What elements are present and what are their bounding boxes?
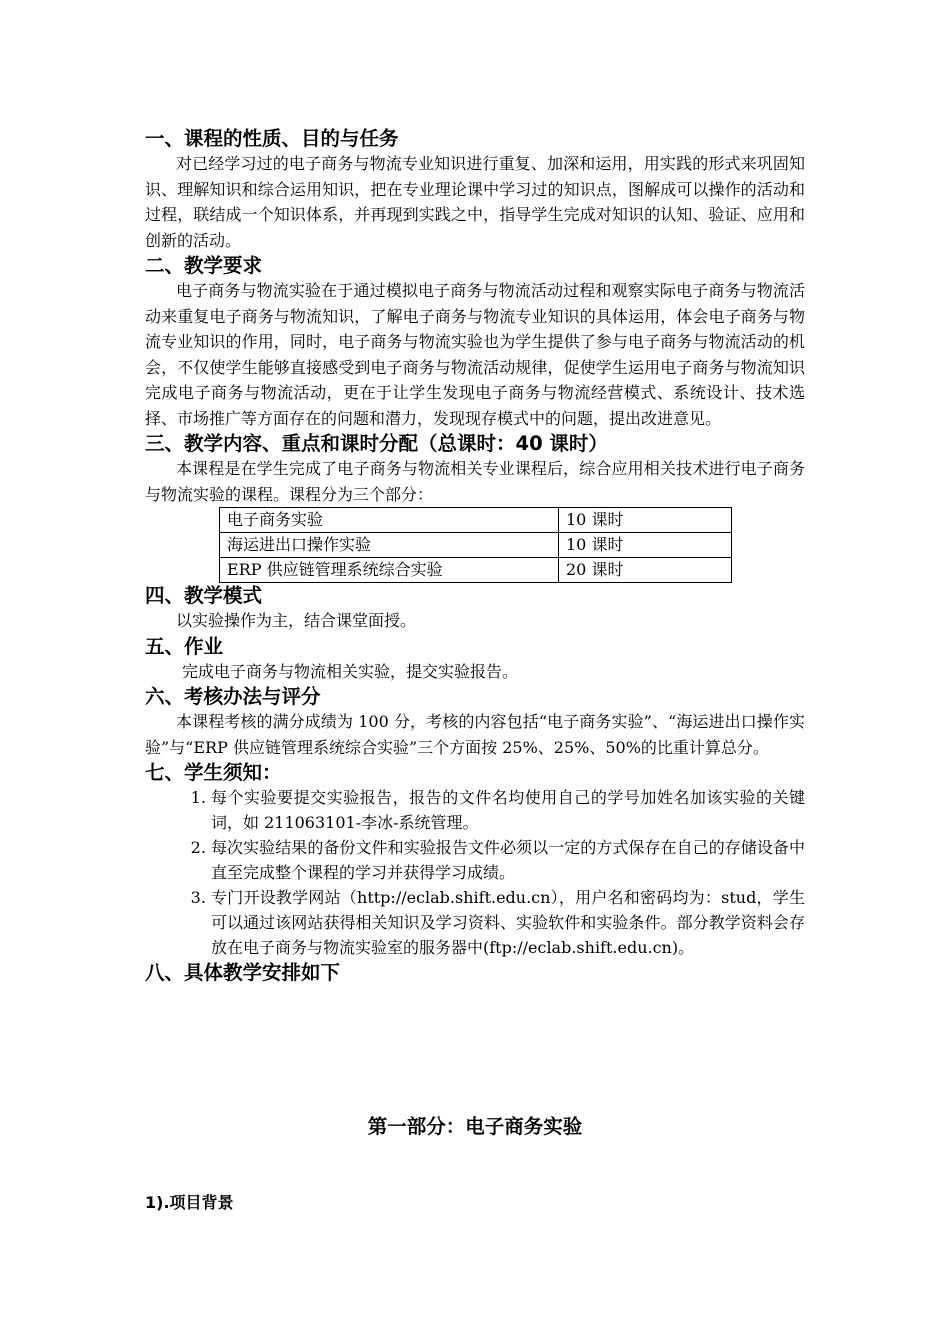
table-cell-name: 海运进出口操作实验 [220,533,559,558]
part-title: 第一部分：电子商务实验 [367,1115,583,1138]
table-cell-name: 电子商务实验 [220,508,559,533]
section-heading-4: 四、教学模式 [145,584,263,607]
section-body-2: 电子商务与物流实验在于通过模拟电子商务与物流活动过程和观察实际电子商务与物流活动来重复电子商务与物流知识，了解电子商务与物流专业知识的具体运用，体会电子商务与物流专业知识的作用，同时，电子商务与物流实验也为学生提供了参与电子商务与物流活动的机会，不仅使学生能够直接感受到电子商务与物流活动规律，促使学生运用电子商务与物流知识完成电子商务与物流活动，更在于让学生发现电子商务与物流经营模式、系统设计、技术选择、市场推广等方面存在的问题和潜力，发现现存模式中的问题，提出改进意见。 [145,281,805,428]
sub-title: 1).项目背景 [145,1193,234,1212]
section-heading-2: 二、教学要求 [145,254,263,277]
table-row [220,533,732,558]
table-cell-name: ERP 供应链管理系统综合实验 [220,558,559,583]
document-body [145,126,805,985]
section-heading-7: 七、学生须知： [145,761,282,784]
section-heading-1: 一、课程的性质、目的与任务 [145,127,399,150]
section-heading-6: 六、考核办法与评分 [145,685,321,708]
table-cell-hours: 10 课时 [559,508,732,533]
table-row [220,558,732,583]
table-cell-hours: 20 课时 [559,558,732,583]
section-body-5: 完成电子商务与物流相关实验，提交实验报告。 [182,661,519,681]
section-body-1: 对已经学习过的电子商务与物流专业知识进行重复、加深和运用，用实践的形式来巩固知识、理解知识和综合运用知识，把在专业理论课中学习过的知识点，图解成可以操作的活动和过程，联结成一个知识体系，并再现到实践之中，指导学生完成对知识的认知、验证、应用和创新的活动。 [145,154,805,250]
section-body-3: 本课程是在学生完成了电子商务与物流相关专业课程后，综合应用相关技术进行电子商务与物流实验的课程。课程分为三个部分： [145,459,805,504]
section-heading-3: 三、教学内容、重点和课时分配（总课时：40 课时） [145,432,608,455]
table-row [220,508,732,533]
notes-list [145,785,805,960]
section-heading-5: 五、作业 [145,634,224,658]
list-item: 2. 每次实验结果的备份文件和实验报告文件必须以一定的方式保存在自己的存储设备中直至完成整个课程的学习并获得学习成绩。 [211,835,805,885]
list-item: 1. 每个实验要提交实验报告，报告的文件名均使用自己的学号加姓名加该实验的关键词，如 211063101-李冰-系统管理。 [211,785,805,835]
list-item: 3. 专门开设教学网站（http://eclab.shift.edu.cn），用户名和密码均为：stud，学生可以通过该网站获得相关知识及学习资料、实验软件和实验条件。部分教学资料会存放在电子商务与物流实验室的服务器中(ftp://eclab.shift.edu.cn)。 [211,885,805,960]
hours-table [219,507,732,583]
section-body-4: 以实验操作为主，结合课堂面授。 [176,611,417,630]
section-body-6: 本课程考核的满分成绩为 100 分，考核的内容包括“电子商务实验”、“海运进出口操作实验”与“ERP 供应链管理系统综合实验”三个方面按 25%、25%、50%的比重计算总分。 [145,712,805,757]
table-cell-hours: 10 课时 [559,533,732,558]
section-heading-8: 八、具体教学安排如下 [145,961,341,984]
